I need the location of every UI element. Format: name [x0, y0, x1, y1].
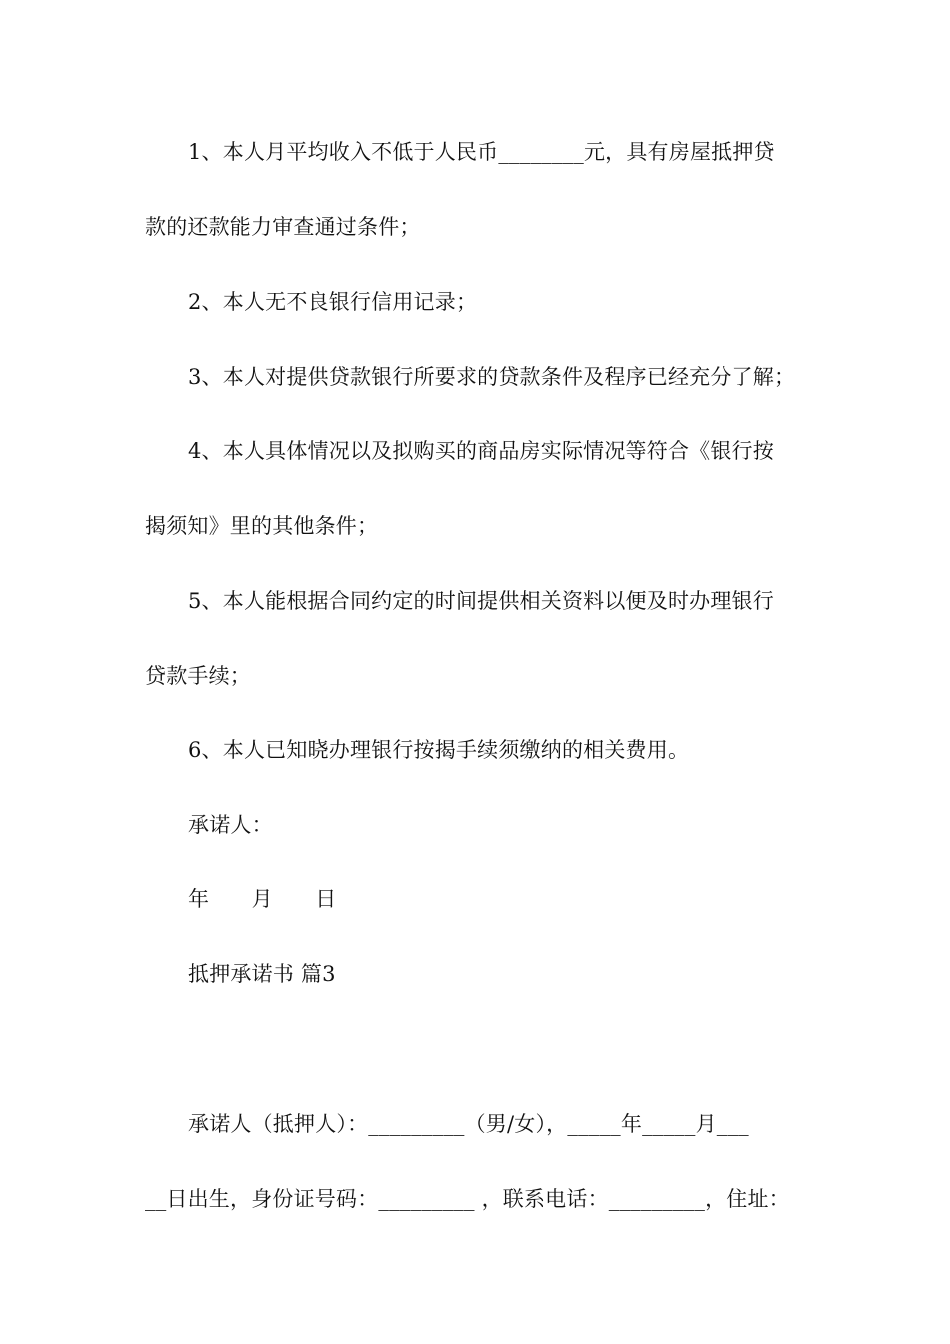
date-line: 年 月 日 — [188, 887, 337, 911]
section-heading: 抵押承诺书 篇3 — [188, 962, 336, 986]
clause-5-line-1: 5、本人能根据合同约定的时间提供相关资料以便及时办理银行 — [188, 589, 774, 613]
clause-1-line-1: 1、本人月平均收入不低于人民币________元，具有房屋抵押贷 — [188, 140, 775, 164]
clause-2: 2、本人无不良银行信用记录； — [188, 290, 478, 314]
clause-6: 6、本人已知晓办理银行按揭手续须缴纳的相关费用。 — [188, 738, 690, 762]
clause-4-line-2: 揭须知》里的其他条件； — [145, 514, 379, 538]
promisor-info-line-1: 承诺人（抵押人）：_________（男/女），_____年_____月___ — [188, 1112, 749, 1136]
promisor-info-line-2: __日出生，身份证号码：_________ ，联系电话：_________，住址： — [145, 1187, 790, 1211]
clause-1-line-2: 款的还款能力审查通过条件； — [145, 215, 421, 239]
clause-5-line-2: 贷款手续； — [145, 664, 251, 688]
promisor-label: 承诺人： — [188, 813, 273, 837]
clause-4-line-1: 4、本人具体情况以及拟购买的商品房实际情况等符合《银行按 — [188, 439, 774, 463]
clause-3: 3、本人对提供贷款银行所要求的贷款条件及程序已经充分了解； — [188, 365, 796, 389]
